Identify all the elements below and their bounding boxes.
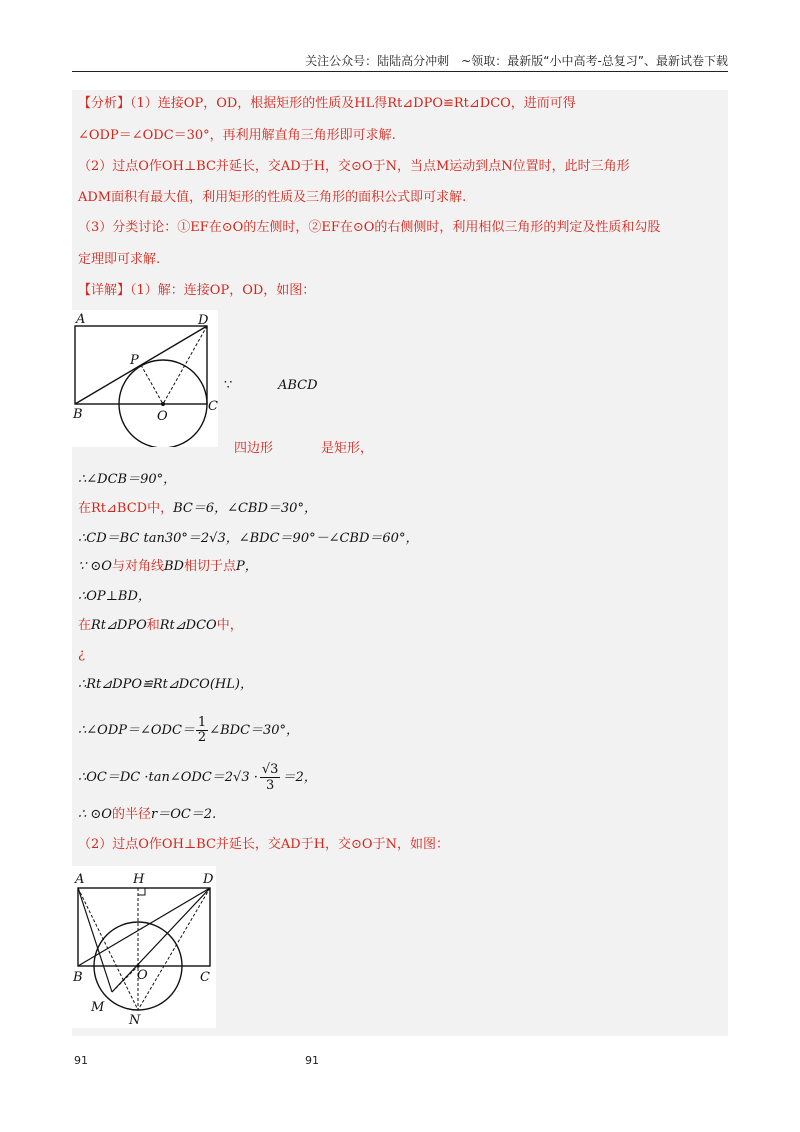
step-4-c: P， <box>235 559 258 574</box>
fig2-dm <box>112 888 210 992</box>
step-1: ∴∠DCB＝90°， <box>78 472 177 487</box>
fig1-label-a: A <box>76 312 86 327</box>
fig1-label-b: B <box>73 407 83 422</box>
step-10-denominator: 3 <box>266 778 275 793</box>
figure-2-svg <box>72 866 216 1028</box>
page-number-center: 91 <box>305 1054 319 1067</box>
page-number-left: 91 <box>74 1054 88 1067</box>
step-2 <box>78 500 317 518</box>
quad-right: 是矩形， <box>321 441 374 456</box>
fig2-label-a: A <box>75 872 85 887</box>
fig2-label-n: N <box>129 1013 141 1028</box>
page-header: 关注公众号：陆陆高分冲刺 ~领取：最新版“小中高考-总复习”、最新试卷下载 <box>305 54 728 68</box>
fig1-od <box>163 326 207 404</box>
analysis-p2a: （2）过点O作OH⊥BC并延长，交AD于H，交⊙O于N，当点M运动到点N位置时，此时三角形 <box>78 159 630 174</box>
step-4-red: 与对角线 <box>111 559 164 574</box>
step-9 <box>78 716 299 745</box>
figure-1-svg <box>72 310 218 447</box>
step-4-a: ∵ ⊙O <box>78 559 112 574</box>
step-9-denominator: 2 <box>197 730 207 745</box>
fig1-label-c: C <box>208 399 218 414</box>
fig2-label-c: C <box>200 970 210 985</box>
step-2-red: 在Rt⊿BCD中， <box>78 501 174 516</box>
fig1-label-o: O <box>157 409 168 424</box>
fig1-op <box>141 365 163 404</box>
detail-p2: （2）过点O作OH⊥BC并延长，交AD于H，交⊙O于N，如图： <box>78 837 449 852</box>
fig2-an <box>78 888 138 1010</box>
step-9-numerator: 1 <box>197 715 207 730</box>
detail-intro: （1）解：连接OP，OD，如图： <box>130 283 316 298</box>
step-6-a: Rt⊿DPO <box>91 618 147 633</box>
analysis-p1a: （1）连接OP，OD，根据矩形的性质及HL得Rt⊿DPO≌Rt⊿DCO，进而可得 <box>130 96 576 111</box>
step-4-b: BD <box>163 559 184 574</box>
step-6 <box>78 617 243 635</box>
step-11 <box>78 806 216 824</box>
step-10-fraction <box>260 762 281 793</box>
fig1-label-d: D <box>198 313 209 328</box>
analysis-line-2 <box>78 127 396 145</box>
step-9-pre: ∴∠ODP＝∠ODC＝ <box>78 722 195 738</box>
header-rule <box>72 71 728 72</box>
fig2-label-h: H <box>133 872 145 887</box>
figure-1 <box>72 310 218 447</box>
fig2-label-b: B <box>73 970 83 985</box>
analysis-p3a: （3）分类讨论：①EF在⊙O的左侧时，②EF在⊙O的右侧侧时，利用相似三角形的判定及性质和勾股 <box>78 220 661 235</box>
fig1-label-p: P <box>130 353 139 368</box>
because-symbol: ∵ <box>224 378 233 393</box>
step-6-b: Rt⊿DCO <box>159 618 217 633</box>
analysis-p3b: 定理即可求解. <box>78 252 161 267</box>
fig2-diagonal-bd <box>78 888 210 966</box>
step-2-math: BC＝6，∠CBD＝30°， <box>173 501 317 516</box>
fig2-label-o: O <box>137 968 148 983</box>
fig2-right-angle <box>138 888 145 895</box>
step-4-red2: 相切于点 <box>183 559 236 574</box>
step-6-red1: 在 <box>78 618 92 633</box>
step-6-red3: 中， <box>216 618 243 633</box>
fig2-label-m: M <box>91 1000 105 1015</box>
step-11-b: r＝OC＝2. <box>150 807 217 822</box>
step-11-a: ∴ ⊙O <box>78 807 112 822</box>
analysis-p2b: ADM面积有最大值，利用矩形的性质及三角形的面积公式即可求解. <box>78 190 467 205</box>
rect-name-abcd: ABCD <box>278 378 318 393</box>
fig1-center-dot <box>161 402 165 406</box>
step-11-red: 的半径 <box>111 807 151 822</box>
detail-line-1 <box>78 282 315 300</box>
step-10-post: ＝2， <box>282 769 317 785</box>
step-9-fraction <box>196 716 208 745</box>
step-6-red2: 和 <box>146 618 160 633</box>
step-7: ¿ <box>78 647 85 662</box>
step-5: ∴OP⊥BD， <box>78 589 151 604</box>
detail-tag: 【详解】 <box>78 283 131 298</box>
step-9-post: ∠BDC＝30°， <box>209 722 300 738</box>
analysis-p1b: ∠ODP＝∠ODC＝30°，再利用解直角三角形即可求解. <box>78 128 396 143</box>
figure-2 <box>72 866 216 1028</box>
analysis-tag: 【分析】 <box>78 96 131 111</box>
step-10 <box>78 762 317 793</box>
step-10-numerator: √3 <box>261 762 279 777</box>
quad-left: 四边形 <box>234 441 274 456</box>
step-10-pre: ∴OC＝DC ·tan∠ODC＝2√3 · <box>78 769 258 785</box>
step-8: ∴Rt⊿DPO≌Rt⊿DCO(HL)， <box>78 677 253 692</box>
analysis-line-1 <box>78 95 576 113</box>
fig2-label-d: D <box>203 872 214 887</box>
step-3: ∴CD＝BC tan30°＝2√3，∠BDC＝90°－∠CBD＝60°， <box>78 531 419 546</box>
step-4 <box>78 558 258 576</box>
